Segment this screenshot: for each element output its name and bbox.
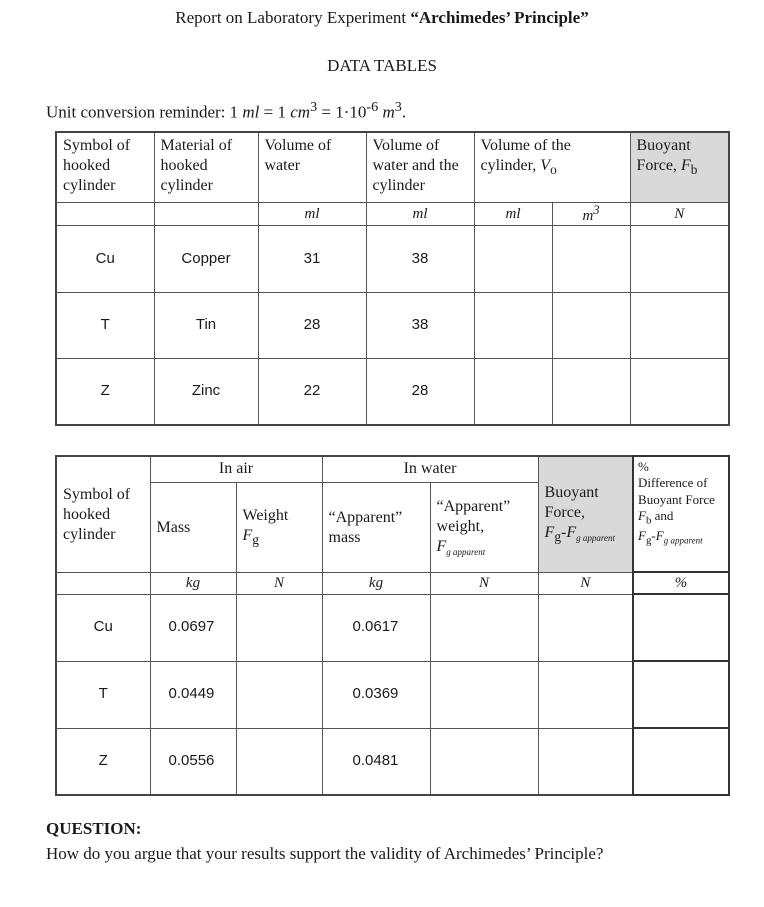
t2-apparent-weight[interactable] [430,728,538,795]
t2-weight[interactable] [236,728,322,795]
t1-buoyant[interactable] [630,359,729,425]
reminder-cm: cm [290,102,311,122]
t1-volume-cyl-m3[interactable] [552,226,630,293]
t2-mass: 0.0697 [150,594,236,661]
t2-app-weight-label: “Apparent” weight, [436,497,511,535]
t1-header-buoyant-force [630,132,729,202]
table1-units-row [56,202,729,226]
t2-difference[interactable] [633,728,729,795]
t1-volume-total: 38 [366,293,474,359]
t1-volume-water: 28 [258,293,366,359]
t2-apparent-mass: 0.0481 [322,728,430,795]
mass-weight-data-table [55,455,730,796]
t2-header-apparent-mass: “Apparent” mass [322,482,430,572]
t1-volume-cyl-ml[interactable] [474,293,552,359]
t1-unit-volume-cyl-m3 [552,202,630,226]
reminder-sup3a: 3 [310,99,318,115]
t2-buoyant[interactable] [538,728,633,795]
data-tables-heading: DATA TABLES [327,56,437,75]
t1-volume-cyl-ml[interactable] [474,226,552,293]
t1-vol-cyl-sub: o [550,162,557,178]
t2-buoyant-dash: - [560,524,567,542]
t2-diff-text: Difference of Buoyant Force [638,475,715,507]
unit-conversion-reminder [46,99,406,123]
t1-material: Tin [154,293,258,359]
t2-header-apparent-weight [430,482,538,572]
t2-unit-buoyant: N [538,572,633,594]
t1-unit-m-sup: 3 [593,202,600,217]
t2-weight-sub: g [252,532,259,548]
table-row [56,226,729,293]
t1-unit-volume-cyl-ml: ml [474,202,552,226]
t1-material: Zinc [154,359,258,425]
t2-unit-weight: N [236,572,322,594]
table-row [56,661,729,728]
t2-header-buoyant-force [538,456,633,572]
table1-header-row [56,132,729,202]
table2-units-row [56,572,729,594]
t2-diff-pct: % [638,459,649,474]
question-label: QUESTION: [46,819,142,838]
t2-weight-var: F [242,527,253,545]
t2-diff-g2: g apparent [663,535,703,546]
table-row [56,728,729,795]
reminder-sup3b: 3 [394,99,402,115]
t2-weight[interactable] [236,661,322,728]
t2-difference[interactable] [633,661,729,728]
report-title-bold: “Archimedes’ Principle” [410,8,589,27]
table-row [56,359,729,425]
t1-material: Copper [154,226,258,293]
t1-buoyant[interactable] [630,226,729,293]
table-row [56,293,729,359]
t1-buoyant[interactable] [630,293,729,359]
t1-symbol: Z [56,359,154,425]
t2-header-mass: Mass [150,482,236,572]
t2-buoyant[interactable] [538,594,633,661]
t2-symbol: Cu [56,594,150,661]
t1-unit-volume-water: ml [258,202,366,226]
t2-diff-fb: F [638,507,646,523]
t1-header-symbol: Symbol of hooked cylinder [56,132,154,202]
t2-unit-symbol [56,572,150,594]
t2-buoyant-f1: F [544,524,555,542]
t2-apparent-weight[interactable] [430,594,538,661]
t1-symbol: T [56,293,154,359]
volume-data-table [55,131,730,426]
t2-group-in-air: In air [150,456,322,482]
reminder-ml: ml [242,102,260,122]
t2-symbol: Z [56,728,150,795]
t1-unit-buoyant: N [630,202,729,226]
table-row [56,594,729,661]
t1-unit-m: m [582,207,594,224]
t2-weight-label: Weight [242,507,289,525]
t2-diff-f1: F [638,527,646,543]
t2-app-weight-var: F [436,537,447,555]
t1-volume-water: 22 [258,359,366,425]
t1-volume-cyl-m3[interactable] [552,293,630,359]
t1-vol-cyl-prefix: Volume of the cylinder, [480,137,571,174]
reminder-exp: -6 [366,99,379,115]
t2-group-in-water: In water [322,456,538,482]
t2-buoyant-g1: g [554,529,561,545]
table2-group-row [56,456,729,482]
t1-header-volume-water-cylinder: Volume of water and the cylinder [366,132,474,202]
t2-unit-difference: % [633,572,729,594]
t2-difference[interactable] [633,594,729,661]
t1-volume-total: 38 [366,226,474,293]
t2-diff-f2: F [655,527,664,543]
t1-header-volume-cylinder [474,132,630,202]
t2-buoyant[interactable] [538,661,633,728]
t2-unit-mass: kg [150,572,236,594]
t2-app-weight-sub: g apparent [446,546,486,557]
t1-vol-cyl-var: V [540,157,551,174]
t1-unit-symbol [56,202,154,226]
report-title-prefix: Report on Laboratory Experiment [175,8,411,27]
t1-header-material: Material of hooked cylinder [154,132,258,202]
t2-mass: 0.0449 [150,661,236,728]
t2-unit-apparent-mass: kg [322,572,430,594]
t2-mass: 0.0556 [150,728,236,795]
t2-symbol: T [56,661,150,728]
t1-volume-cyl-ml[interactable] [474,359,552,425]
t1-buoyant-prefix: Buoyant Force, [636,137,691,174]
reminder-prefix: Unit conversion reminder: 1 [46,102,243,122]
reminder-m: m [382,102,395,122]
t2-header-symbol: Symbol of hooked cylinder [56,456,150,572]
t2-buoyant-g2: g apparent [576,533,616,544]
t1-unit-volume-total: ml [366,202,474,226]
reminder-end: . [401,102,407,122]
t2-diff-dash: - [651,527,656,543]
t1-volume-total: 28 [366,359,474,425]
t2-diff-and: and [651,507,674,523]
reminder-eq1: = 1 [259,102,291,122]
t2-header-weight [236,482,322,572]
t1-volume-water: 31 [258,226,366,293]
question-text: How do you argue that your results support the validity of Archimedes’ Principle? [46,844,604,863]
t1-buoyant-var: F [680,157,691,174]
t2-apparent-mass: 0.0617 [322,594,430,661]
t2-diff-fb-sub: b [645,514,652,527]
reminder-eq2: = 1·10 [317,102,367,122]
t2-buoyant-f2: F [566,524,577,542]
t2-header-difference [633,456,729,572]
t1-header-volume-water: Volume of water [258,132,366,202]
t2-unit-apparent-weight: N [430,572,538,594]
t2-apparent-mass: 0.0369 [322,661,430,728]
t1-symbol: Cu [56,226,154,293]
t1-unit-material [154,202,258,226]
t2-apparent-weight[interactable] [430,661,538,728]
report-title [0,8,764,28]
t2-diff-g1: g [645,534,652,547]
t1-volume-cyl-m3[interactable] [552,359,630,425]
t2-buoyant-label: Buoyant Force, [544,484,599,522]
t1-buoyant-sub: b [690,162,698,178]
t2-weight[interactable] [236,594,322,661]
